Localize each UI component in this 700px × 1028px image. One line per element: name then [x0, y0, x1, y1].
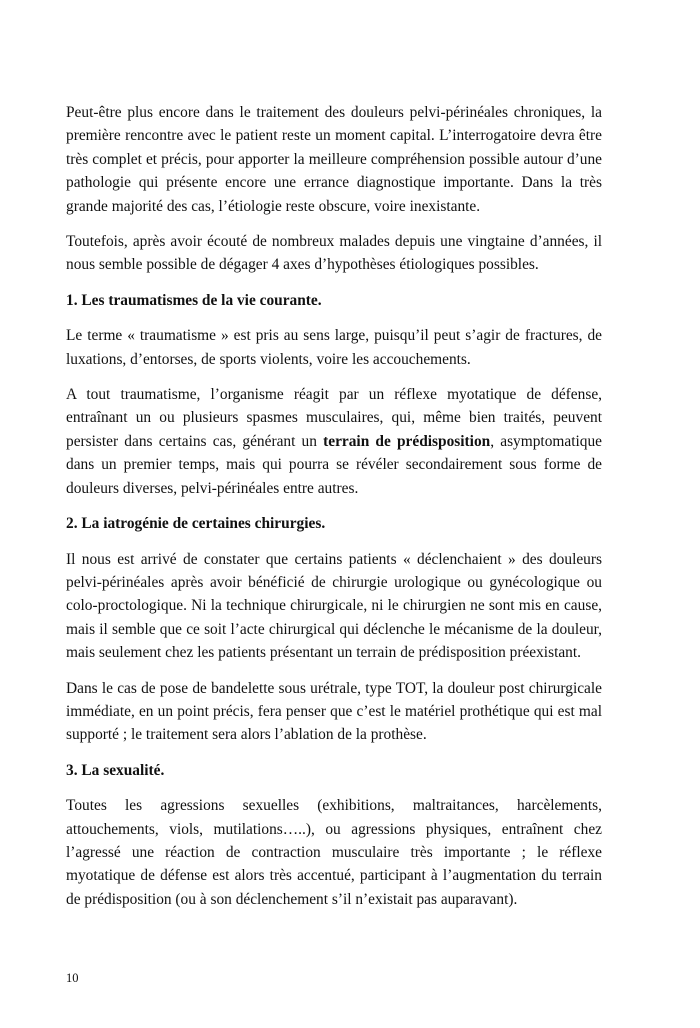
heading-traumatismes: 1. Les traumatismes de la vie courante.	[66, 291, 322, 309]
paragraph-bandelette: Dans le cas de pose de bandelette sous urétrale, type TOT, la douleur post chirurgicale immédiate, en un point précis, fera penser que c’est le matériel prothétique qui est mal supporté ; le traitement sera alors l’ablation de la prothèse.	[66, 679, 602, 744]
heading-sexualite: 3. La sexualité.	[66, 761, 165, 779]
page-body	[66, 101, 602, 923]
paragraph-intro: Peut-être plus encore dans le traitement des douleurs pelvi-périnéales chroniques, la première rencontre avec le patient reste un moment capital. L’interrogatoire devra être très complet et précis, pour apporter la meilleure compréhension possible autour d’une pathologie qui présente encore une errance diagnostique importante. Dans la très grande majorité des cas, l’étiologie reste obscure, voire inexistante.	[66, 104, 602, 215]
paragraph-text-before: A tout traumatisme, l’organisme réagit par un réflexe myotatique de défense, entraînant un ou plusieurs spasmes musculaires, qui, même bien traités, peuvent persister dans certains cas, générant un	[66, 386, 602, 450]
paragraph-hypotheses: Toutefois, après avoir écouté de nombreux malades depuis une vingtaine d’années, il nous semble possible de dégager 4 axes d’hypothèses étiologiques possibles.	[66, 233, 602, 274]
heading-iatrogenie: 2. La iatrogénie de certaines chirurgies.	[66, 515, 326, 533]
paragraph-chirurgie: Il nous est arrivé de constater que certains patients « déclenchaient » des douleurs pelvi-périnéales après avoir bénéficié de chirurgie urologique ou gynécologique ou colo-proctologique. Ni la technique chirurgicale, ni le chirurgien ne sont mis en cause, mais il semble que ce soit l’acte chirurgical qui déclenche le mécanisme de la douleur, mais seulement chez les patients présentant un terrain de prédisposition préexistant.	[66, 550, 602, 662]
paragraph-agressions: Toutes les agressions sexuelles (exhibitions, maltraitances, harcèlements, attouchements, viols, mutilations…..), ou agressions physiques, entraînent chez l’agressé une réaction de contraction musculaire très importante ; le réflexe myotatique de défense est alors très accentué, participant à l’augmentation du terrain de prédisposition (ou à son déclenchement s’il n’existait pas auparavant).	[66, 797, 602, 908]
paragraph-reflexe-myotatique	[66, 383, 602, 500]
emphasis-terrain-predisposition: terrain de prédisposition	[323, 432, 491, 450]
paragraph-text-after: , asymptomatique dans un premier temps, mais qui pourra se révéler secondairement sous forme de douleurs diverses, pelvi-périnéales entre autres.	[66, 432, 602, 497]
paragraph-traumatisme-definition: Le terme « traumatisme » est pris au sens large, puisqu’il peut s’agir de fractures, de luxations, d’entorses, de sports violents, voire les accouchements.	[66, 327, 602, 368]
page-number: 10	[66, 971, 79, 985]
